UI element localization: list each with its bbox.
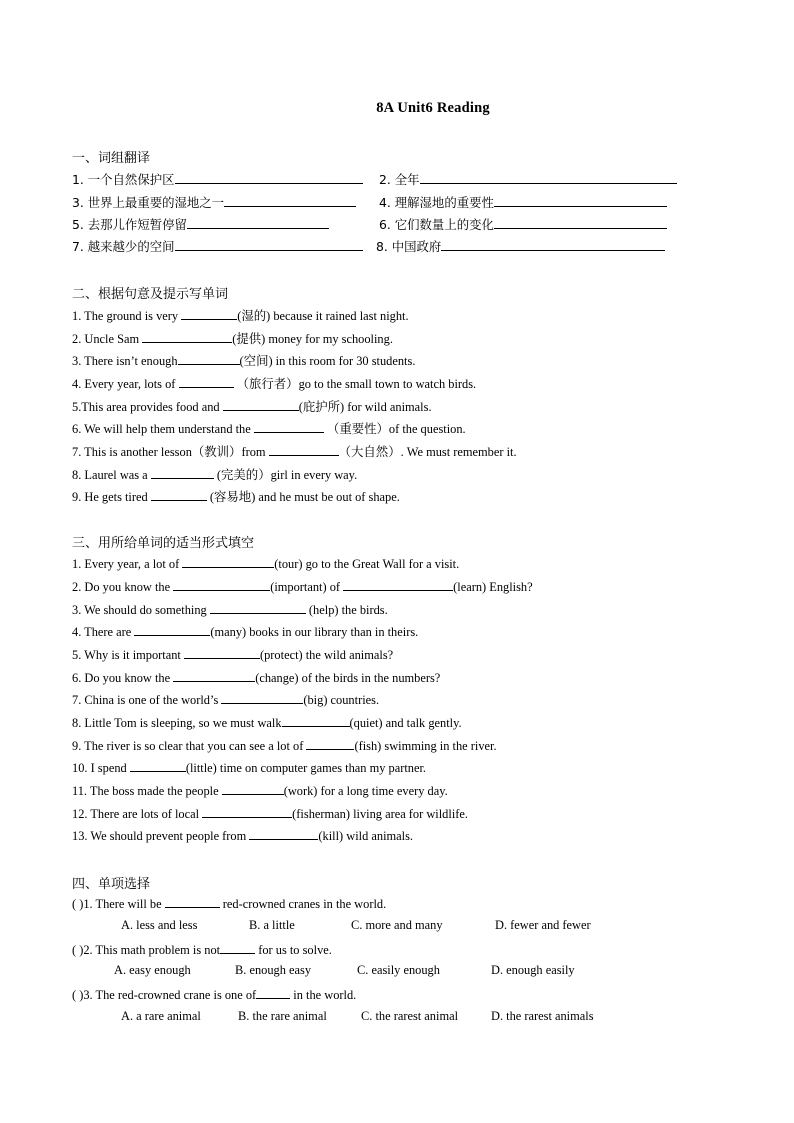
phrase-item: 2. 全年: [379, 170, 677, 188]
option[interactable]: A. less and less: [121, 918, 198, 932]
option[interactable]: D. fewer and fewer: [495, 918, 591, 932]
question-line: 2. Do you know the (important) of (learn) English?: [72, 580, 533, 594]
question-line: 13. We should prevent people from (kill) wild animals.: [72, 829, 414, 843]
question-line: 4. Every year, lots of （旅行者）go to the small town to watch birds.: [72, 377, 477, 391]
option[interactable]: D. enough easily: [491, 963, 575, 977]
question-line: 3. We should do something (help) the birds.: [72, 603, 388, 617]
page-title: 8A Unit6 Reading: [376, 100, 490, 116]
section-2-heading: 二、根据句意及提示写单词: [72, 287, 229, 302]
phrase-item: 5. 去那儿作短暂停留: [72, 215, 329, 233]
option[interactable]: B. a little: [249, 918, 295, 932]
phrase-item: 4. 理解湿地的重要性: [379, 193, 667, 211]
question-line: 1. Every year, a lot of (tour) go to the Great Wall for a visit.: [72, 557, 460, 571]
question-line: 9. The river is so clear that you can see a lot of (fish) swimming in the river.: [72, 739, 497, 753]
option[interactable]: D. the rarest animals: [491, 1009, 594, 1023]
phrase-item: 8. 中国政府: [376, 237, 665, 255]
option[interactable]: C. easily enough: [357, 963, 440, 977]
mc-question: ( )1. There will be red-crowned cranes in the world.: [72, 897, 387, 911]
section-3-heading: 三、用所给单词的适当形式填空: [72, 536, 255, 551]
question-line: 5. Why is it important (protect) the wild animals?: [72, 648, 394, 662]
question-line: 4. There are (many) books in our library than in theirs.: [72, 625, 419, 639]
question-line: 11. The boss made the people (work) for a long time every day.: [72, 784, 448, 798]
mc-question: ( )2. This math problem is not for us to solve.: [72, 943, 332, 957]
option[interactable]: C. more and many: [351, 918, 443, 932]
question-line: 7. This is another lesson（教训）from （大自然）. We must remember it.: [72, 445, 517, 459]
question-line: 2. Uncle Sam (提供) money for my schooling.: [72, 332, 393, 346]
question-line: 8. Little Tom is sleeping, so we must walk (quiet) and talk gently.: [72, 716, 462, 730]
question-line: 6. Do you know the (change) of the birds in the numbers?: [72, 671, 441, 685]
question-line: 1. The ground is very (湿的) because it rained last night.: [72, 309, 409, 323]
section-4-heading: 四、单项选择: [72, 877, 151, 892]
phrase-item: 6. 它们数量上的变化: [379, 215, 667, 233]
phrase-item: 7. 越来越少的空间: [72, 237, 363, 255]
question-line: 8. Laurel was a (完美的）girl in every way.: [72, 468, 358, 482]
question-line: 7. China is one of the world’s (big) countries.: [72, 693, 380, 707]
mc-question: ( )3. The red-crowned crane is one of in the world.: [72, 988, 357, 1002]
section-1-heading: 一、词组翻译: [72, 151, 151, 166]
option[interactable]: A. easy enough: [114, 963, 191, 977]
question-line: 6. We will help them understand the （重要性）of the question.: [72, 422, 466, 436]
question-line: 9. He gets tired (容易地) and he must be out of shape.: [72, 490, 400, 504]
question-line: 5.This area provides food and (庇护所) for wild animals.: [72, 400, 432, 414]
question-line: 3. There isn’t enough (空间) in this room for 30 students.: [72, 354, 416, 368]
question-line: 10. I spend (little) time on computer games than my partner.: [72, 761, 426, 775]
phrase-item: 3. 世界上最重要的湿地之一: [72, 193, 356, 211]
option[interactable]: C. the rarest animal: [361, 1009, 459, 1023]
option[interactable]: B. the rare animal: [238, 1009, 327, 1023]
phrase-item: 1. 一个自然保护区: [72, 170, 363, 188]
option[interactable]: B. enough easy: [235, 963, 312, 977]
option[interactable]: A. a rare animal: [121, 1009, 201, 1023]
question-line: 12. There are lots of local (fisherman) living area for wildlife.: [72, 807, 468, 821]
